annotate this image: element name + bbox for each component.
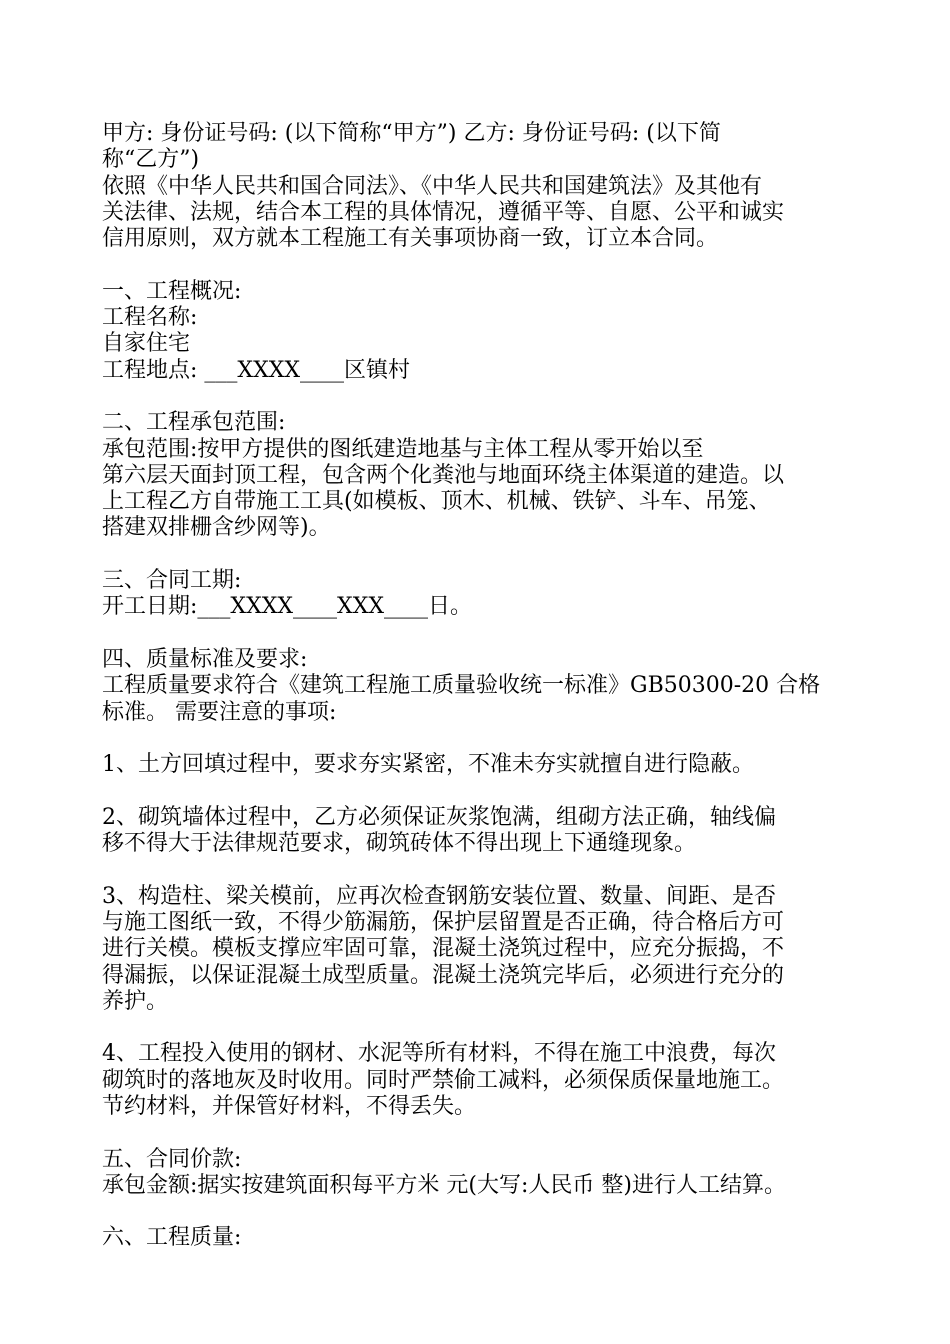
project-location: 工程地点: ___XXXX____区镇村 — [102, 357, 411, 383]
contract-document — [102, 121, 854, 1252]
list-item: 4、工程投入使用的钢材、水泥等所有材料，不得在施工中浪费，每次 — [102, 1041, 776, 1067]
list-item: 得漏振，以保证混凝土成型质量。混凝土浇筑完毕后，必须进行充分的 — [102, 962, 785, 988]
quality-line: 工程质量要求符合《建筑工程施工质量验收统一标准》GB50300-20 合格 — [102, 673, 821, 699]
list-item: 移不得大于法律规范要求，砌筑砖体不得出现上下通缝现象。 — [102, 831, 697, 857]
list-item: 3、构造柱、梁关模前，应再次检查钢筋安装位置、数量、间距、是否 — [102, 883, 776, 909]
intro-line: 信用原则，双方就本工程施工有关事项协商一致，订立本合同。 — [102, 226, 719, 252]
intro-line: 关法律、法规，结合本工程的具体情况，遵循平等、自愿、公平和诚实 — [102, 199, 785, 225]
list-item: 2、砌筑墙体过程中，乙方必须保证灰浆饱满，组砌方法正确，轴线偏 — [102, 804, 776, 830]
scope-line: 上工程乙方自带施工工具(如模板、顶木、机械、铁铲、斗车、吊笼、 — [102, 489, 771, 515]
list-item: 1、土方回填过程中，要求夯实紧密，不准未夯实就擅自进行隐蔽。 — [102, 752, 754, 778]
project-name-label: 工程名称: — [102, 305, 198, 331]
parties-line: 称“乙方”) — [102, 147, 200, 173]
parties-line: 甲方: 身份证号码: (以下简称“甲方”) 乙方: 身份证号码: (以下简 — [102, 121, 721, 146]
scope-line: 第六层天面封顶工程，包含两个化粪池与地面环绕主体渠道的建造。以 — [102, 462, 785, 488]
list-item: 养护。 — [102, 988, 169, 1014]
section-heading: 二、工程承包范围: — [102, 410, 286, 436]
scope-line: 搭建双排栅含纱网等)。 — [102, 515, 331, 541]
section-heading: 五、合同价款: — [102, 1146, 242, 1172]
start-date-line: 开工日期:___XXXX____XXX____日。 — [102, 594, 473, 620]
price-line: 承包金额:据实按建筑面积每平方米 元(大写:人民币 整)进行人工结算。 — [102, 1172, 786, 1198]
intro-line: 依照《中华人民共和国合同法》、《中华人民共和国建筑法》及其他有 — [102, 173, 763, 199]
section-heading: 三、合同工期: — [102, 568, 242, 594]
list-item: 进行关模。模板支撑应牢固可靠，混凝土浇筑过程中，应充分振捣，不 — [102, 936, 785, 962]
list-item: 节约材料，并保管好材料，不得丢失。 — [102, 1093, 477, 1119]
list-item: 与施工图纸一致，不得少筋漏筋，保护层留置是否正确，待合格后方可 — [102, 909, 785, 935]
quality-line: 标准。 需要注意的事项: — [102, 699, 337, 725]
list-item: 砌筑时的落地灰及时收用。同时严禁偷工减料，必须保质保量地施工。 — [102, 1067, 785, 1093]
section-heading: 六、工程质量: — [102, 1225, 242, 1251]
section-heading: 一、工程概况: — [102, 278, 242, 304]
scope-line: 承包范围:按甲方提供的图纸建造地基与主体工程从零开始以至 — [102, 436, 704, 462]
section-heading: 四、质量标准及要求: — [102, 646, 308, 672]
project-name-value: 自家住宅 — [102, 331, 191, 357]
